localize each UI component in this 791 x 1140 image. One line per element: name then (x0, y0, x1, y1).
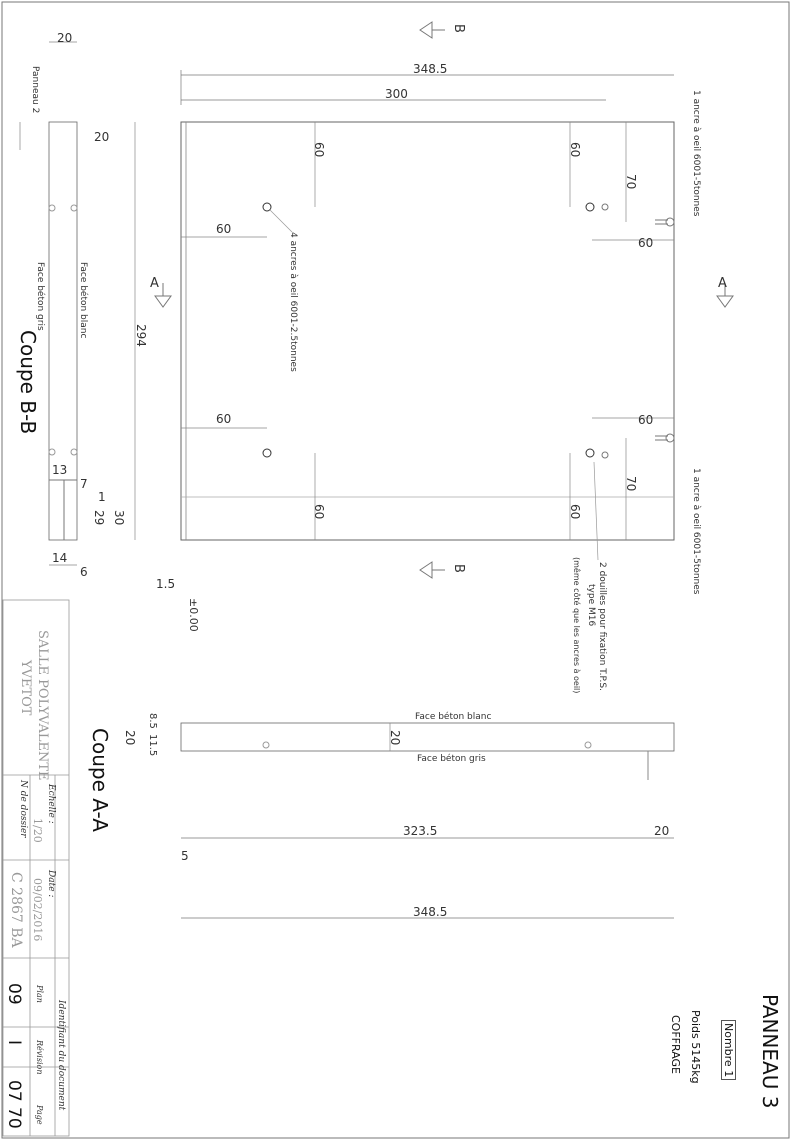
dim-60-a: 60 (312, 142, 326, 158)
section-bb-face-blanche: Face béton blanc (78, 262, 88, 339)
dim-11-5: 11.5 (147, 734, 158, 757)
socket-icon (602, 204, 608, 210)
dim-13: 13 (52, 463, 68, 477)
marker-a-left: A (150, 276, 159, 291)
dim-60-f: 60 (638, 413, 654, 427)
revision-value: I (4, 1040, 24, 1046)
douilles-note-1: 2 douilles pour fixation T.P.S. (597, 562, 607, 691)
dim-60-d: 60 (638, 236, 654, 250)
marker-b-bottom-arrow (420, 562, 445, 578)
section-aa-outline (181, 723, 674, 751)
dim-348-bottom: 348.5 (413, 905, 448, 919)
ident-label: Identifiant du document (56, 1000, 66, 1111)
douilles-note-3: (même côté que les ancres à oeil) (572, 557, 581, 694)
dim-6: 6 (80, 565, 88, 579)
dim-300: 300 (385, 87, 408, 101)
dim-20-right: 20 (654, 824, 670, 838)
marker-b-bottom: B (451, 564, 466, 573)
dim-294: 294 (134, 324, 148, 347)
dim-20-bb: 20 (94, 130, 110, 144)
project-name-2: YVETOT (18, 660, 33, 716)
dim-000: ±0.00 (187, 598, 200, 632)
anchor-icon (586, 449, 594, 457)
marker-b-top-arrow (420, 22, 445, 38)
dim-60-b: 60 (568, 142, 582, 158)
dim-323-5: 323.5 (403, 824, 438, 838)
section-aa-face-blanche: Face béton blanc (415, 712, 492, 722)
dim-60-h: 60 (568, 504, 582, 520)
section-bb-label: Coupe B-B (16, 330, 40, 435)
dim-1: 1 (98, 490, 106, 504)
dim-70-bot: 70 (624, 476, 638, 492)
dim-30: 30 (112, 510, 126, 526)
poids-label: Poids 5145kg (689, 1010, 702, 1084)
dim-348-top: 348.5 (413, 62, 448, 76)
dim-5: 5 (181, 849, 189, 863)
marker-b-top: B (451, 24, 466, 33)
dossier-label: N de dossier (18, 780, 28, 838)
dim-20-aa: 20 (123, 730, 137, 746)
plan-label: Plan (35, 985, 44, 1003)
douilles-note-2: type M16 (586, 584, 596, 627)
dim-60-g: 60 (312, 504, 326, 520)
date-label: Date : (46, 870, 56, 898)
dim-60-c: 60 (216, 222, 232, 236)
dim-8-5: 8.5 (147, 713, 158, 729)
ancre1-top-note: 1 ancre à oeil 6001-5tonnes (691, 90, 701, 217)
coffrage-label: COFFRAGE (669, 1015, 682, 1074)
panel-outline (181, 122, 674, 540)
date-value: 09/02/2016 (31, 878, 44, 942)
section-bb-face-grise: Face béton gris (35, 262, 45, 331)
anchor-icon (263, 449, 271, 457)
nombre-label: Nombre 1 (721, 1020, 736, 1080)
dim-20-mid: 20 (388, 730, 402, 746)
echelle-value: 1/20 (31, 818, 44, 843)
dim-7: 7 (80, 477, 88, 491)
anchor-icon (666, 218, 674, 226)
section-aa-label: Coupe A-A (88, 728, 112, 832)
anchor-icon (586, 203, 594, 211)
marker-a-right: A (718, 276, 727, 291)
page-label: Page (35, 1105, 44, 1125)
revision-label: Révision (35, 1040, 44, 1075)
panel-title: PANNEAU 3 (758, 994, 782, 1109)
dossier-value: C 2867 BA (8, 872, 24, 948)
section-bb-outline (49, 122, 77, 540)
socket-icon (602, 452, 608, 458)
dim-60-e: 60 (216, 412, 232, 426)
page-value: 07 70 (4, 1080, 24, 1129)
ancres4-note: 4 ancres à oeil 6001-2.5tonnes (288, 232, 298, 372)
section-aa-face-grise: Face béton gris (417, 754, 486, 764)
ancre1-bottom-note: 1 ancre à oeil 6001-5tonnes (691, 468, 701, 595)
anchor-icon (666, 434, 674, 442)
echelle-label: Echelle : (46, 784, 56, 824)
anchor-icon (263, 203, 271, 211)
plan-value: 09 (4, 983, 24, 1005)
project-name-1: SALLE POLYVALENTE (35, 630, 50, 781)
dim-70-top: 70 (624, 174, 638, 190)
dim-29: 29 (92, 510, 106, 526)
dim-1-5: 1.5 (156, 577, 176, 591)
dim-top-20: 20 (57, 31, 73, 45)
panneau2-label: Panneau 2 (30, 66, 40, 114)
dim-14: 14 (52, 551, 68, 565)
